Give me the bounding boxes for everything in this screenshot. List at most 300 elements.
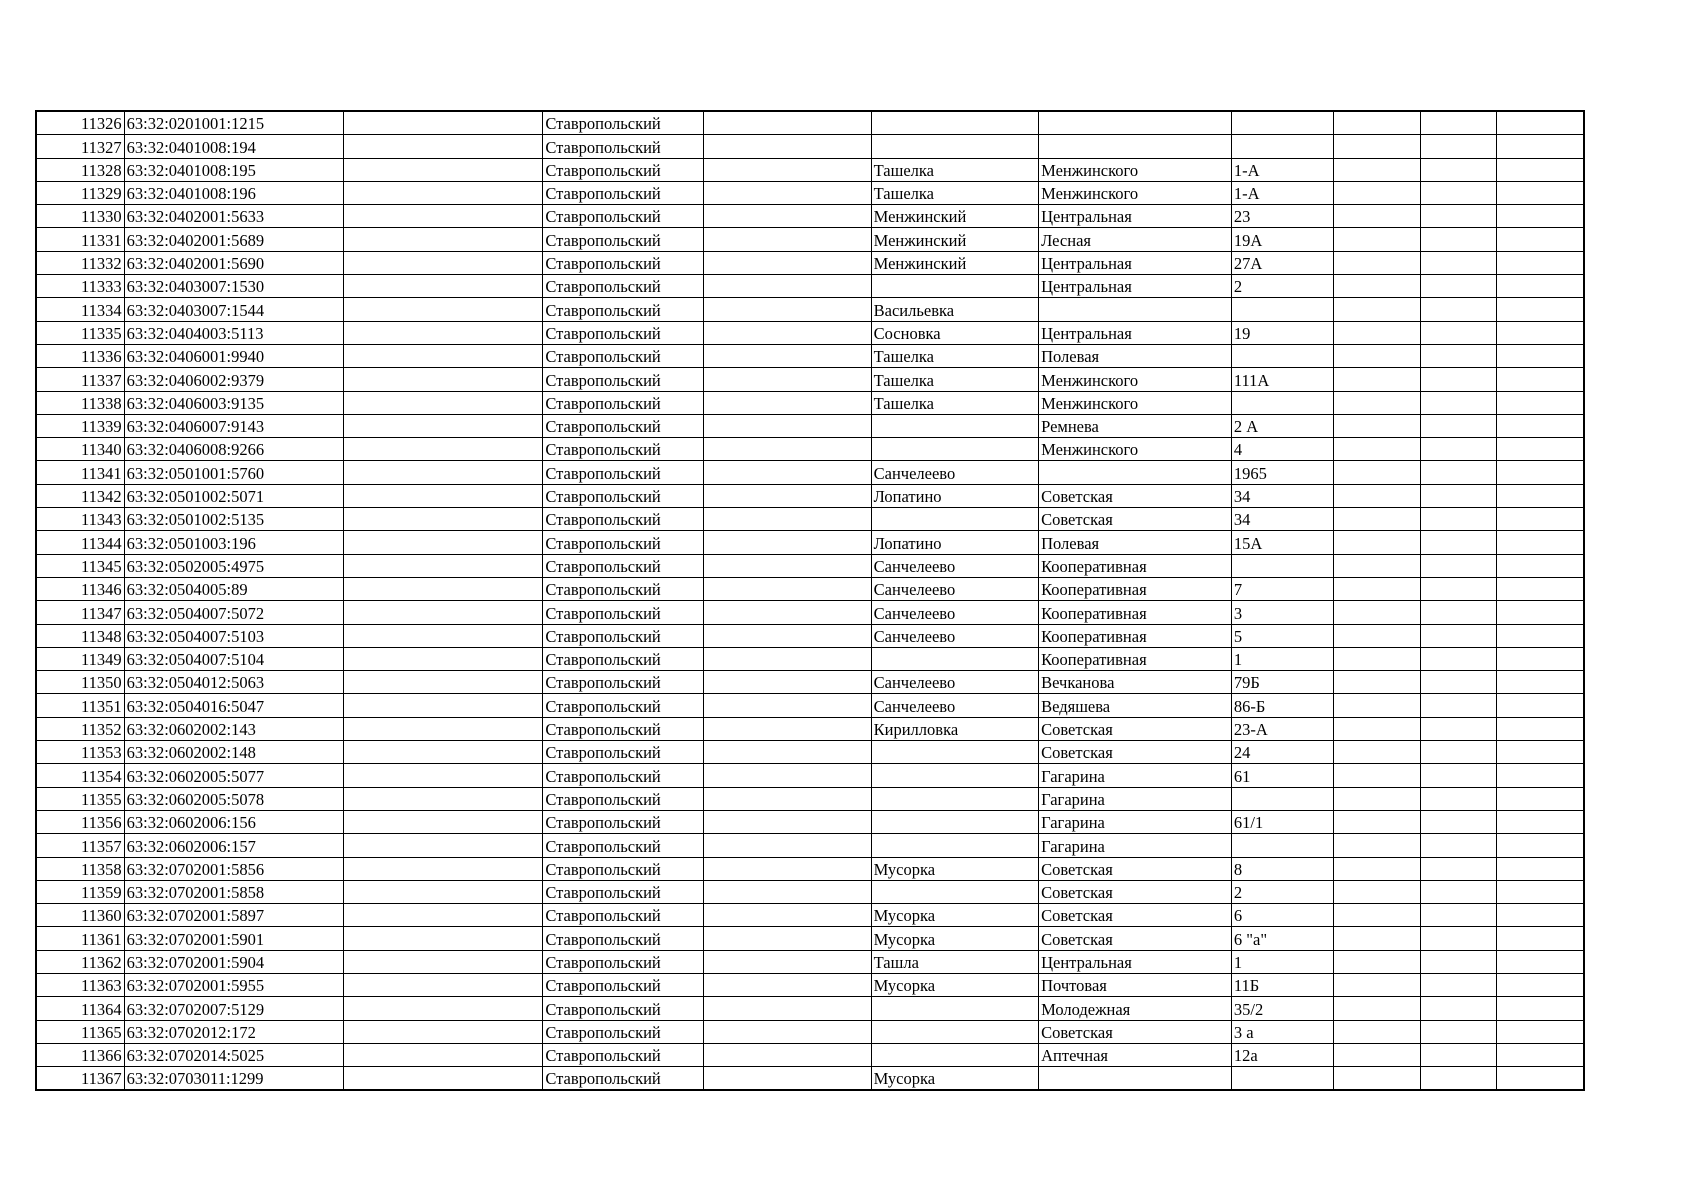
house-cell: 34 [1231, 484, 1333, 507]
street-cell: Гагарина [1039, 810, 1232, 833]
empty-cell [704, 997, 871, 1020]
empty-cell [1421, 857, 1497, 880]
empty-cell [1497, 950, 1584, 973]
empty-cell [1497, 461, 1584, 484]
street-cell: Кооперативная [1039, 601, 1232, 624]
region-cell: Ставропольский [543, 741, 704, 764]
empty-cell [343, 205, 542, 228]
region-cell: Ставропольский [543, 414, 704, 437]
empty-cell [1334, 741, 1421, 764]
cadastral-number-cell: 63:32:0501003:196 [124, 531, 343, 554]
empty-cell [1421, 810, 1497, 833]
street-cell: Гагарина [1039, 787, 1232, 810]
row-number-cell: 11335 [36, 321, 124, 344]
empty-cell [1497, 810, 1584, 833]
region-cell: Ставропольский [543, 368, 704, 391]
empty-cell [1497, 391, 1584, 414]
empty-cell [1497, 694, 1584, 717]
house-cell: 6 [1231, 904, 1333, 927]
table-row [36, 787, 1584, 810]
row-number-cell: 11358 [36, 857, 124, 880]
empty-cell [1497, 298, 1584, 321]
cadastral-number-cell: 63:32:0406008:9266 [124, 438, 343, 461]
house-cell [1231, 1067, 1333, 1091]
empty-cell [1334, 1043, 1421, 1066]
table-row [36, 624, 1584, 647]
empty-cell [1421, 228, 1497, 251]
region-cell: Ставропольский [543, 904, 704, 927]
empty-cell [1497, 880, 1584, 903]
empty-cell [704, 880, 871, 903]
empty-cell [343, 368, 542, 391]
street-cell: Советская [1039, 508, 1232, 531]
street-cell: Менжинского [1039, 368, 1232, 391]
empty-cell [343, 810, 542, 833]
region-cell: Ставропольский [543, 717, 704, 740]
table-row [36, 741, 1584, 764]
empty-cell [704, 601, 871, 624]
cadastral-number-cell: 63:32:0702012:172 [124, 1020, 343, 1043]
region-cell: Ставропольский [543, 228, 704, 251]
empty-cell [704, 950, 871, 973]
street-cell: Гагарина [1039, 834, 1232, 857]
empty-cell [1497, 764, 1584, 787]
empty-cell [343, 880, 542, 903]
empty-cell [704, 834, 871, 857]
empty-cell [343, 1020, 542, 1043]
table-row [36, 973, 1584, 996]
table-row [36, 904, 1584, 927]
empty-cell [1421, 997, 1497, 1020]
cadastral-number-cell: 63:32:0406001:9940 [124, 344, 343, 367]
empty-cell [1497, 577, 1584, 600]
locality-cell: Мусорка [871, 857, 1038, 880]
empty-cell [1421, 624, 1497, 647]
locality-cell: Менжинский [871, 251, 1038, 274]
house-cell: 111А [1231, 368, 1333, 391]
region-cell: Ставропольский [543, 601, 704, 624]
row-number-cell: 11354 [36, 764, 124, 787]
region-cell: Ставропольский [543, 787, 704, 810]
empty-cell [1421, 577, 1497, 600]
house-cell: 61/1 [1231, 810, 1333, 833]
empty-cell [343, 927, 542, 950]
empty-cell [343, 228, 542, 251]
empty-cell [1421, 950, 1497, 973]
house-cell [1231, 111, 1333, 135]
row-number-cell: 11357 [36, 834, 124, 857]
empty-cell [704, 508, 871, 531]
empty-cell [704, 181, 871, 204]
empty-cell [1421, 181, 1497, 204]
empty-cell [343, 298, 542, 321]
empty-cell [1497, 1020, 1584, 1043]
empty-cell [1334, 834, 1421, 857]
house-cell: 24 [1231, 741, 1333, 764]
row-number-cell: 11343 [36, 508, 124, 531]
empty-cell [1497, 321, 1584, 344]
empty-cell [704, 647, 871, 670]
empty-cell [704, 228, 871, 251]
street-cell: Вечканова [1039, 671, 1232, 694]
locality-cell [871, 647, 1038, 670]
empty-cell [343, 624, 542, 647]
cadastral-number-cell: 63:32:0406002:9379 [124, 368, 343, 391]
empty-cell [704, 414, 871, 437]
cadastral-number-cell: 63:32:0602005:5077 [124, 764, 343, 787]
locality-cell [871, 414, 1038, 437]
empty-cell [704, 1020, 871, 1043]
empty-cell [343, 973, 542, 996]
cadastral-number-cell: 63:32:0702014:5025 [124, 1043, 343, 1066]
empty-cell [1497, 787, 1584, 810]
empty-cell [704, 694, 871, 717]
empty-cell [1497, 647, 1584, 670]
empty-cell [1421, 741, 1497, 764]
table-row [36, 927, 1584, 950]
empty-cell [343, 158, 542, 181]
locality-cell: Мусорка [871, 973, 1038, 996]
empty-cell [1334, 391, 1421, 414]
empty-cell [1497, 741, 1584, 764]
empty-cell [1421, 251, 1497, 274]
house-cell: 35/2 [1231, 997, 1333, 1020]
empty-cell [1334, 624, 1421, 647]
empty-cell [1334, 251, 1421, 274]
empty-cell [1497, 251, 1584, 274]
empty-cell [1497, 508, 1584, 531]
region-cell: Ставропольский [543, 321, 704, 344]
street-cell: Советская [1039, 1020, 1232, 1043]
house-cell: 6 "а" [1231, 927, 1333, 950]
empty-cell [1421, 1043, 1497, 1066]
empty-cell [1334, 950, 1421, 973]
empty-cell [1334, 764, 1421, 787]
row-number-cell: 11334 [36, 298, 124, 321]
house-cell: 86-Б [1231, 694, 1333, 717]
row-number-cell: 11360 [36, 904, 124, 927]
empty-cell [343, 950, 542, 973]
empty-cell [1497, 158, 1584, 181]
empty-cell [1497, 438, 1584, 461]
empty-cell [1497, 997, 1584, 1020]
region-cell: Ставропольский [543, 624, 704, 647]
empty-cell [1421, 368, 1497, 391]
region-cell: Ставропольский [543, 484, 704, 507]
table-row [36, 857, 1584, 880]
table-row [36, 647, 1584, 670]
cadastral-number-cell: 63:32:0403007:1530 [124, 275, 343, 298]
empty-cell [704, 391, 871, 414]
cadastral-number-cell: 63:32:0504007:5104 [124, 647, 343, 670]
street-cell: Центральная [1039, 950, 1232, 973]
locality-cell: Мусорка [871, 927, 1038, 950]
empty-cell [1334, 717, 1421, 740]
table-row [36, 834, 1584, 857]
house-cell: 1965 [1231, 461, 1333, 484]
cadastral-number-cell: 63:32:0703011:1299 [124, 1067, 343, 1091]
locality-cell: Санчелеево [871, 601, 1038, 624]
table-row [36, 205, 1584, 228]
region-cell: Ставропольский [543, 1043, 704, 1066]
empty-cell [1334, 321, 1421, 344]
locality-cell: Мусорка [871, 904, 1038, 927]
locality-cell [871, 741, 1038, 764]
cadastral-number-cell: 63:32:0504007:5103 [124, 624, 343, 647]
street-cell: Менжинского [1039, 158, 1232, 181]
street-cell: Советская [1039, 927, 1232, 950]
empty-cell [704, 158, 871, 181]
locality-cell: Ташла [871, 950, 1038, 973]
empty-cell [1334, 135, 1421, 158]
empty-cell [704, 111, 871, 135]
row-number-cell: 11362 [36, 950, 124, 973]
region-cell: Ставропольский [543, 251, 704, 274]
empty-cell [1421, 764, 1497, 787]
empty-cell [343, 275, 542, 298]
empty-cell [1497, 484, 1584, 507]
cadastral-number-cell: 63:32:0404003:5113 [124, 321, 343, 344]
empty-cell [1334, 810, 1421, 833]
cadastral-number-cell: 63:32:0401008:194 [124, 135, 343, 158]
empty-cell [704, 461, 871, 484]
row-number-cell: 11349 [36, 647, 124, 670]
table-row [36, 810, 1584, 833]
region-cell: Ставропольский [543, 111, 704, 135]
empty-cell [1421, 298, 1497, 321]
empty-cell [1497, 1067, 1584, 1091]
empty-cell [1497, 275, 1584, 298]
empty-cell [1497, 205, 1584, 228]
empty-cell [1334, 577, 1421, 600]
cadastral-number-cell: 63:32:0401008:196 [124, 181, 343, 204]
empty-cell [343, 904, 542, 927]
street-cell: Центральная [1039, 275, 1232, 298]
empty-cell [1497, 181, 1584, 204]
region-cell: Ставропольский [543, 531, 704, 554]
table-row [36, 344, 1584, 367]
table-row [36, 1020, 1584, 1043]
cadastral-number-cell: 63:32:0702001:5955 [124, 973, 343, 996]
street-cell: Центральная [1039, 251, 1232, 274]
region-cell: Ставропольский [543, 1067, 704, 1091]
table-row [36, 111, 1584, 135]
row-number-cell: 11350 [36, 671, 124, 694]
table-row [36, 577, 1584, 600]
empty-cell [704, 275, 871, 298]
row-number-cell: 11351 [36, 694, 124, 717]
table-row [36, 228, 1584, 251]
table-row [36, 298, 1584, 321]
empty-cell [704, 1067, 871, 1091]
row-number-cell: 11333 [36, 275, 124, 298]
street-cell: Советская [1039, 880, 1232, 903]
empty-cell [343, 997, 542, 1020]
row-number-cell: 11331 [36, 228, 124, 251]
empty-cell [1421, 414, 1497, 437]
data-table [35, 110, 1585, 1091]
table-row [36, 321, 1584, 344]
region-cell: Ставропольский [543, 671, 704, 694]
region-cell: Ставропольский [543, 298, 704, 321]
table-row [36, 414, 1584, 437]
row-number-cell: 11340 [36, 438, 124, 461]
empty-cell [1497, 414, 1584, 437]
street-cell: Лесная [1039, 228, 1232, 251]
locality-cell [871, 834, 1038, 857]
street-cell: Полевая [1039, 531, 1232, 554]
empty-cell [1334, 601, 1421, 624]
empty-cell [1421, 158, 1497, 181]
locality-cell: Санчелеево [871, 624, 1038, 647]
table-row [36, 694, 1584, 717]
empty-cell [704, 344, 871, 367]
street-cell: Кооперативная [1039, 577, 1232, 600]
region-cell: Ставропольский [543, 880, 704, 903]
cadastral-number-cell: 63:32:0602005:5078 [124, 787, 343, 810]
region-cell: Ставропольский [543, 181, 704, 204]
empty-cell [1497, 973, 1584, 996]
empty-cell [343, 321, 542, 344]
locality-cell: Ташелка [871, 158, 1038, 181]
region-cell: Ставропольский [543, 391, 704, 414]
table-row [36, 1067, 1584, 1091]
street-cell [1039, 298, 1232, 321]
empty-cell [343, 111, 542, 135]
empty-cell [343, 577, 542, 600]
empty-cell [1334, 181, 1421, 204]
empty-cell [704, 135, 871, 158]
empty-cell [704, 368, 871, 391]
empty-cell [343, 251, 542, 274]
empty-cell [704, 857, 871, 880]
empty-cell [343, 438, 542, 461]
street-cell: Менжинского [1039, 181, 1232, 204]
empty-cell [1334, 927, 1421, 950]
empty-cell [343, 787, 542, 810]
region-cell: Ставропольский [543, 461, 704, 484]
cadastral-number-cell: 63:32:0702001:5897 [124, 904, 343, 927]
street-cell: Центральная [1039, 321, 1232, 344]
table-row [36, 950, 1584, 973]
empty-cell [1421, 1067, 1497, 1091]
locality-cell: Санчелеево [871, 671, 1038, 694]
locality-cell: Менжинский [871, 228, 1038, 251]
row-number-cell: 11326 [36, 111, 124, 135]
table-row [36, 135, 1584, 158]
row-number-cell: 11332 [36, 251, 124, 274]
house-cell [1231, 135, 1333, 158]
table-row [36, 461, 1584, 484]
empty-cell [704, 810, 871, 833]
empty-cell [343, 484, 542, 507]
cadastral-number-cell: 63:32:0402001:5690 [124, 251, 343, 274]
empty-cell [1421, 601, 1497, 624]
cadastral-number-cell: 63:32:0406007:9143 [124, 414, 343, 437]
empty-cell [704, 205, 871, 228]
empty-cell [1334, 973, 1421, 996]
locality-cell [871, 135, 1038, 158]
cadastral-number-cell: 63:32:0702001:5901 [124, 927, 343, 950]
region-cell: Ставропольский [543, 927, 704, 950]
empty-cell [1421, 111, 1497, 135]
street-cell [1039, 111, 1232, 135]
empty-cell [1497, 834, 1584, 857]
street-cell [1039, 461, 1232, 484]
house-cell: 3 а [1231, 1020, 1333, 1043]
empty-cell [704, 764, 871, 787]
cadastral-number-cell: 63:32:0702001:5858 [124, 880, 343, 903]
region-cell: Ставропольский [543, 810, 704, 833]
locality-cell: Ташелка [871, 344, 1038, 367]
house-cell [1231, 554, 1333, 577]
table-row [36, 601, 1584, 624]
street-cell: Кооперативная [1039, 554, 1232, 577]
row-number-cell: 11355 [36, 787, 124, 810]
house-cell: 15А [1231, 531, 1333, 554]
row-number-cell: 11359 [36, 880, 124, 903]
cadastral-number-cell: 63:32:0504016:5047 [124, 694, 343, 717]
empty-cell [1421, 531, 1497, 554]
empty-cell [704, 927, 871, 950]
empty-cell [1421, 508, 1497, 531]
locality-cell [871, 880, 1038, 903]
region-cell: Ставропольский [543, 438, 704, 461]
row-number-cell: 11329 [36, 181, 124, 204]
empty-cell [343, 461, 542, 484]
empty-cell [1497, 857, 1584, 880]
house-cell [1231, 787, 1333, 810]
empty-cell [704, 251, 871, 274]
house-cell [1231, 298, 1333, 321]
empty-cell [704, 787, 871, 810]
house-cell: 19 [1231, 321, 1333, 344]
empty-cell [1421, 880, 1497, 903]
house-cell: 1-А [1231, 158, 1333, 181]
row-number-cell: 11365 [36, 1020, 124, 1043]
locality-cell: Ташелка [871, 181, 1038, 204]
table-row [36, 880, 1584, 903]
empty-cell [1334, 647, 1421, 670]
empty-cell [1334, 344, 1421, 367]
row-number-cell: 11352 [36, 717, 124, 740]
empty-cell [1334, 671, 1421, 694]
street-cell: Кооперативная [1039, 624, 1232, 647]
empty-cell [704, 554, 871, 577]
row-number-cell: 11328 [36, 158, 124, 181]
empty-cell [343, 414, 542, 437]
empty-cell [1334, 694, 1421, 717]
empty-cell [1334, 205, 1421, 228]
empty-cell [1334, 531, 1421, 554]
row-number-cell: 11345 [36, 554, 124, 577]
empty-cell [1497, 554, 1584, 577]
empty-cell [1421, 391, 1497, 414]
table-row [36, 508, 1584, 531]
row-number-cell: 11339 [36, 414, 124, 437]
street-cell: Центральная [1039, 205, 1232, 228]
street-cell: Советская [1039, 717, 1232, 740]
cadastral-number-cell: 63:32:0602006:157 [124, 834, 343, 857]
region-cell: Ставропольский [543, 508, 704, 531]
cadastral-number-cell: 63:32:0602006:156 [124, 810, 343, 833]
empty-cell [1421, 904, 1497, 927]
house-cell: 3 [1231, 601, 1333, 624]
empty-cell [1497, 531, 1584, 554]
empty-cell [343, 741, 542, 764]
house-cell: 12а [1231, 1043, 1333, 1066]
house-cell: 7 [1231, 577, 1333, 600]
